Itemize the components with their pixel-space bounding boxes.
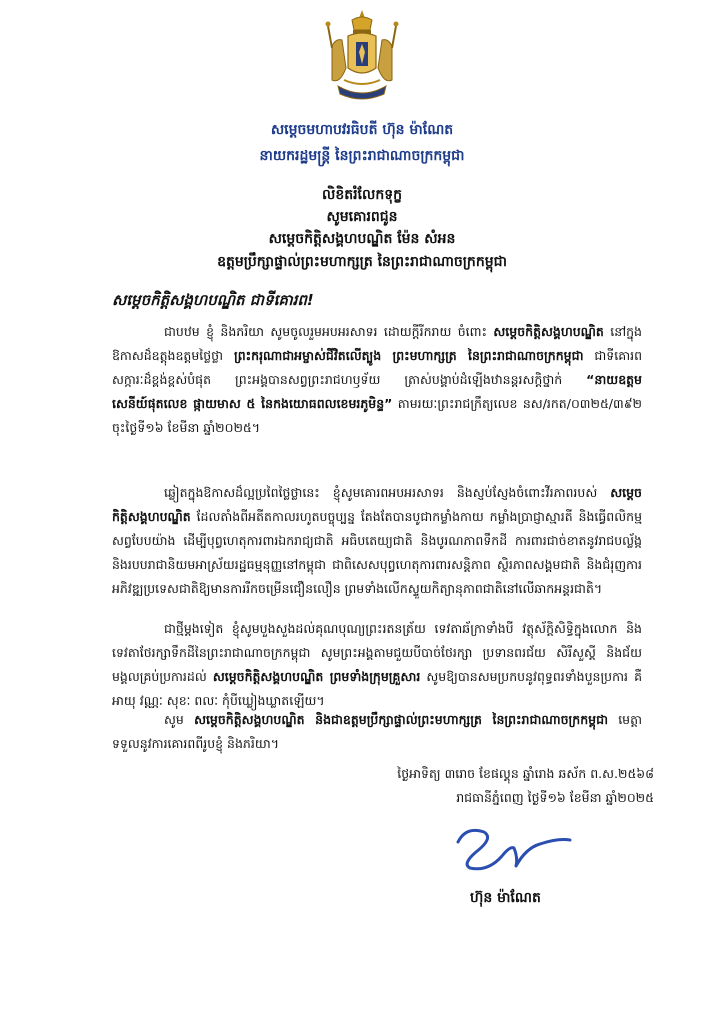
paragraph-3 (112, 617, 642, 713)
respect-line: សូមគោរពជូន (326, 209, 398, 225)
letter-heading: លិខិតរំលែកទុក្ខ (322, 187, 402, 203)
sender-title: សម្តេចមហាបវរធិបតី ហ៊ុន ម៉ាណែត (270, 122, 454, 138)
p1-text-g: តាមរយៈព្រះរាជក្រឹត្យលេខ នស/រកត/០៣២៥/៣៩២ ចុះថ្ងៃទី១៦ ខែមីនា ឆ្នាំ២០២៥។ (112, 396, 642, 435)
p1-text-c: នៅក្នុងឱកាសដ៏ឧត្តុងឧត្តមថ្លៃថ្លា (112, 324, 642, 363)
p3-bold-b: សម្តេចកិត្តិសង្គហបណ្ឌិត ព្រមទាំងក្រុមគ្រួសារ (212, 669, 421, 684)
p1-bold-d: ព្រះករុណាជាអម្ចាស់ជីវិតលើត្បូង ព្រះមហាក្សត្រ នៃព្រះរាជាណាចក្រកម្ពុជា (233, 348, 584, 363)
p2-bold-b: សម្តេចកិត្តិសង្គហបណ្ឌិត (112, 485, 642, 524)
solar-date: រាជធានីភ្នំពេញ ថ្ងៃទី១៦ ខែមីនា ឆ្នាំ២០២៥ (456, 790, 654, 805)
recipient-position: ឧត្តមប្រឹក្សាផ្ទាល់ព្រះមហាក្សត្រ នៃព្រះរាជាណាចក្រកម្ពុជា (217, 254, 507, 270)
signer-name: ហ៊ុន ម៉ាណែត (470, 890, 541, 906)
paragraph-2 (112, 481, 642, 601)
handwritten-signature-icon (440, 818, 580, 878)
paragraph-4 (112, 708, 642, 756)
p4-text-c: មេត្តាទទួលនូវការគោរពពីរូបខ្ញុំ និងភរិយា។ (112, 712, 642, 751)
p4-text-a: សូម (164, 712, 195, 727)
recipient-name: សម្តេចកិត្តិសង្គហបណ្ឌិត ម៉ែន សំអន (268, 231, 456, 247)
p1-bold-f: “នាយឧត្តមសេនីយ៍ផុតលេខ ផ្កាយមាស ៥ នៃកងយោធពលខេមរភូមិន្ទ” (112, 372, 642, 411)
p1-text-a: ជាបឋម ខ្ញុំ និងភរិយា សូមចូលរួមអបអរសាទរ ដោយក្តីរីករាយ ចំពោះ (164, 324, 494, 339)
p3-text-a: ជាថ្មីម្តងទៀត ខ្ញុំសូមបួងសួងដល់គុណបុណ្យព្រះរតនត្រ័យ ទេវតាឆ័ក្រាទាំងបី វត្ថុស័ក្តិសិទ្ធិក្នុងលោក និងទេវតាថែរក្សាទឹកដីនៃព្រះរាជាណាចក្រកម្ពុជា សូមព្រះអង្គតាមជួយបីបាច់ថែរក្សា ប្រទានពរជ័យ សិរីសួស្តី និងជ័យមង្គលគ្រប់ប្រការដល់ (112, 621, 642, 684)
sender-position: នាយករដ្ឋមន្ត្រី នៃព្រះរាជាណាចក្រកម្ពុជា (259, 148, 465, 164)
royal-coat-of-arms-icon (322, 8, 402, 108)
p2-text-a: ឆ្លៀតក្នុងឱកាសដ៏ល្អប្រពៃថ្លៃថ្លានេះ ខ្ញុំសូមគោរពអបអរសាទរ និងស្ញប់ស្ញែងចំពោះវីរភាពរបស់ (164, 485, 611, 500)
salutation: សម្តេចកិត្តិសង្គហបណ្ឌិត ជាទីគោរព! (112, 291, 314, 309)
p2-text-c: ដែលតាំងពីអតីតកាលរហូតបច្ចុប្បន្ន តែងតែបានបូជាកម្លាំងកាយ កម្លាំងប្រាជ្ញាស្មារតី និងធ្វើពលិកម្មសព្វបែបយ៉ាង ដើម្បីបុព្វហេតុការពារឯករាជ្យជាតិ អធិបតេយ្យជាតិ និងបូរណភាពទឹកដី ការពារជាច់ខាតនូវរាជបល្ល័ង្ក និងរបបរាជានិយមអាស្រ័យរដ្ឋធម្មនុញ្ញនៅកម្ពុជា ជាពិសេសបុព្វហេតុការពារសន្តិភាព ស្ថិរភាពសង្គមជាតិ និងជំរុញការអភិវឌ្ឍប្រទេសជាតិឱ្យមានការរីកចម្រើនជឿនលឿន ព្រមទាំងលើកស្ទួយកិត្យានុភាពជាតិនៅលើឆាកអន្តរជាតិ។ (112, 509, 642, 596)
p1-bold-b: សម្តេចកិត្តិសង្គហបណ្ឌិត (493, 324, 604, 339)
p4-bold-b: សម្តេចកិត្តិសង្គហបណ្ឌិត និងជាឧត្តមប្រឹក្សាផ្ទាល់ព្រះមហាក្សត្រ នៃព្រះរាជាណាចក្រកម្ពុជា (194, 712, 608, 727)
paragraph-1 (112, 320, 642, 440)
p1-text-e: ជាទីគោរពសក្ការៈដ៏ខ្ពង់ខ្ពស់បំផុត ព្រះអង្គបានសព្វព្រះរាជហឫទ័យ ត្រាស់បង្គាប់ដំឡើងឋានន្តរសក្តិថ្នាក់ (112, 348, 642, 387)
lunar-date: ថ្ងៃអាទិត្យ ៣រោច ខែផល្គុន ឆ្នាំរោង ឆស័ក ព.ស.២៥៦៨ (397, 766, 654, 781)
p3-text-c: សូមឱ្យបានសមប្រកបនូវពុទ្ធពរទាំងបួនប្រការ គឺអាយុ វណ្ណៈ សុខៈ ពលៈ កុំបីឃ្លៀងឃ្លាតឡើយ។ (112, 669, 643, 708)
